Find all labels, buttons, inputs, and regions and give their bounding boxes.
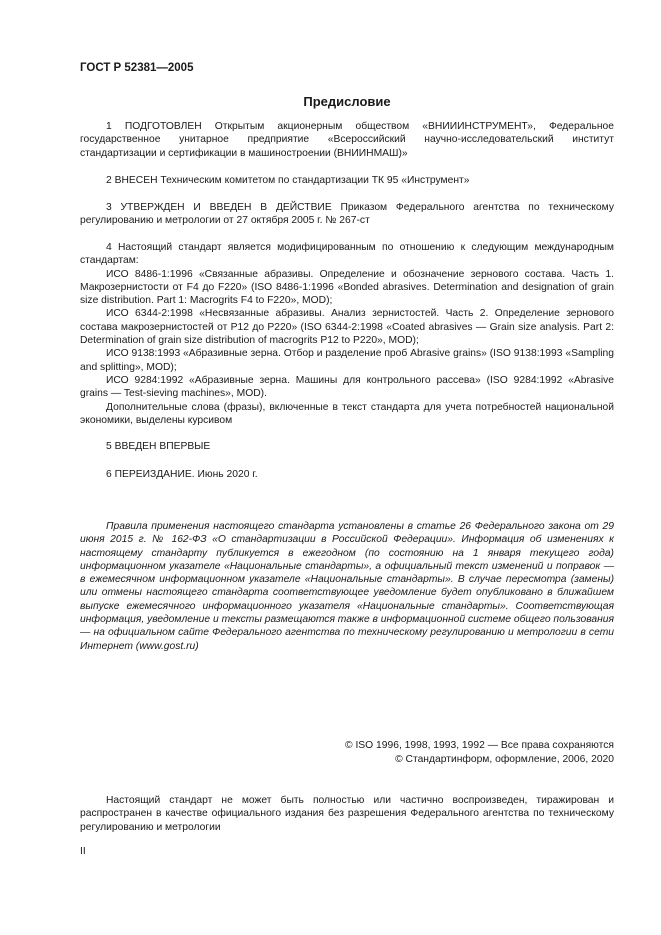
item-2 — [80, 174, 614, 187]
standard-ref: ИСО 9138:1993 «Абразивные зерна. Отбор и разделение проб Abrasive grains» (ISO 9138:1993 «Sampling and splitting», MOD); — [80, 348, 614, 373]
page-title: Предисловие — [303, 94, 391, 109]
standard-ref: ИСО 6344-2:1998 «Несвязанные абразивы. Анализ зернистостей. Часть 2. Определение зернового состава макрозернистостей от P12 до P220» (ISO 6344-2:1998 «Coated abrasives — Grain size analysis. Part 2: Determination of grain size distribution of macrogrits P12 to P220», MOD); — [80, 308, 614, 347]
item-4-intro: 4 Настоящий стандарт является модифицированным по отношению к следующим международным стандартам: — [80, 242, 614, 267]
item-1 — [80, 120, 614, 160]
standard-ref: ИСО 9284:1992 «Абразивные зерна. Машины для контрольного рассева» (ISO 9284:1992 «Abrasive grains — Test-sieving machines», MOD). — [80, 374, 614, 400]
item-1-text: 1 ПОДГОТОВЛЕН Открытым акционерным обществом «ВНИИИНСТРУМЕНТ», Федеральное государственное унитарное предприятие «Всероссийский научно-исследовательский институт стандартизации и сертификации в машиностроении (ВНИИНМАШ)» — [80, 121, 614, 159]
item-3 — [80, 201, 614, 228]
item-2-text: 2 ВНЕСЕН Техническим комитетом по стандартизации ТК 95 «Инструмент» — [106, 175, 470, 186]
standard-ref: ИСО 8486-1:1996 «Связанные абразивы. Определение и обозначение зернового состава. Часть 1. Макрозернистости от F4 до F220» (ISO 8486-1:1996 «Bonded abrasives. Determination and designation of grain size distribution. Part 1: Macrogrits F4 to F220», MOD); — [80, 268, 614, 307]
reproduction-notice-text: Настоящий стандарт не может быть полностью или частично воспроизведен, тиражирован и распространен в качестве официального издания без разрешения Федерального агентства по техническому регулированию и метрологии — [80, 795, 614, 833]
item-3-text: 3 УТВЕРЖДЕН И ВВЕДЕН В ДЕЙСТВИЕ Приказом Федерального агентства по техническому регулированию и метрологии от 27 октября 2005 г. № 267-ст — [80, 202, 614, 227]
rules-note-text: Правила применения настоящего стандарта установлены в статье 26 Федерального закона от 29 июня 2015 г. № 162-ФЗ «О стандартизации в Российской Федерации». Информация об изменениях к настоящему стандарту публикуется в ежегодном (по состоянию на 1 января текущего года) информационном указателе «Национальные стандарты», а официальный текст изменений и поправок — в ежемесячном информационном указателе «Национальные стандарты». В случае пересмотра (замены) или отмены настоящего стандарта соответствующее уведомление будет опубликовано в ближайшем выпуске ежемесячного информационного указателя «Национальные стандарты». Соответствующая информация, уведомление и тексты размещаются также в информационной системе общего пользования — на официальном сайте Федерального агентства по техническому регулированию и метрологии в сети Интернет (www.gost.ru) — [80, 521, 614, 652]
item-6 — [80, 468, 614, 481]
page-number: II — [80, 846, 86, 857]
rules-note — [80, 520, 614, 653]
item-4-extra: Дополнительные слова (фразы), включенные в текст стандарта для учета потребностей национальной экономики, выделены курсивом — [80, 401, 614, 426]
reproduction-notice — [80, 794, 614, 834]
copyright-line: © Стандартинформ, оформление, 2006, 2020 — [395, 754, 614, 765]
item-5 — [80, 440, 614, 453]
item-5-text: 5 ВВЕДЕН ВПЕРВЫЕ — [106, 441, 211, 452]
item-4 — [80, 241, 614, 427]
standard-code: ГОСТ Р 52381—2005 — [80, 62, 194, 74]
item-6-text: 6 ПЕРЕИЗДАНИЕ. Июнь 2020 г. — [106, 469, 258, 480]
copyright-line: © ISO 1996, 1998, 1993, 1992 — Все права сохраняются — [345, 740, 614, 751]
